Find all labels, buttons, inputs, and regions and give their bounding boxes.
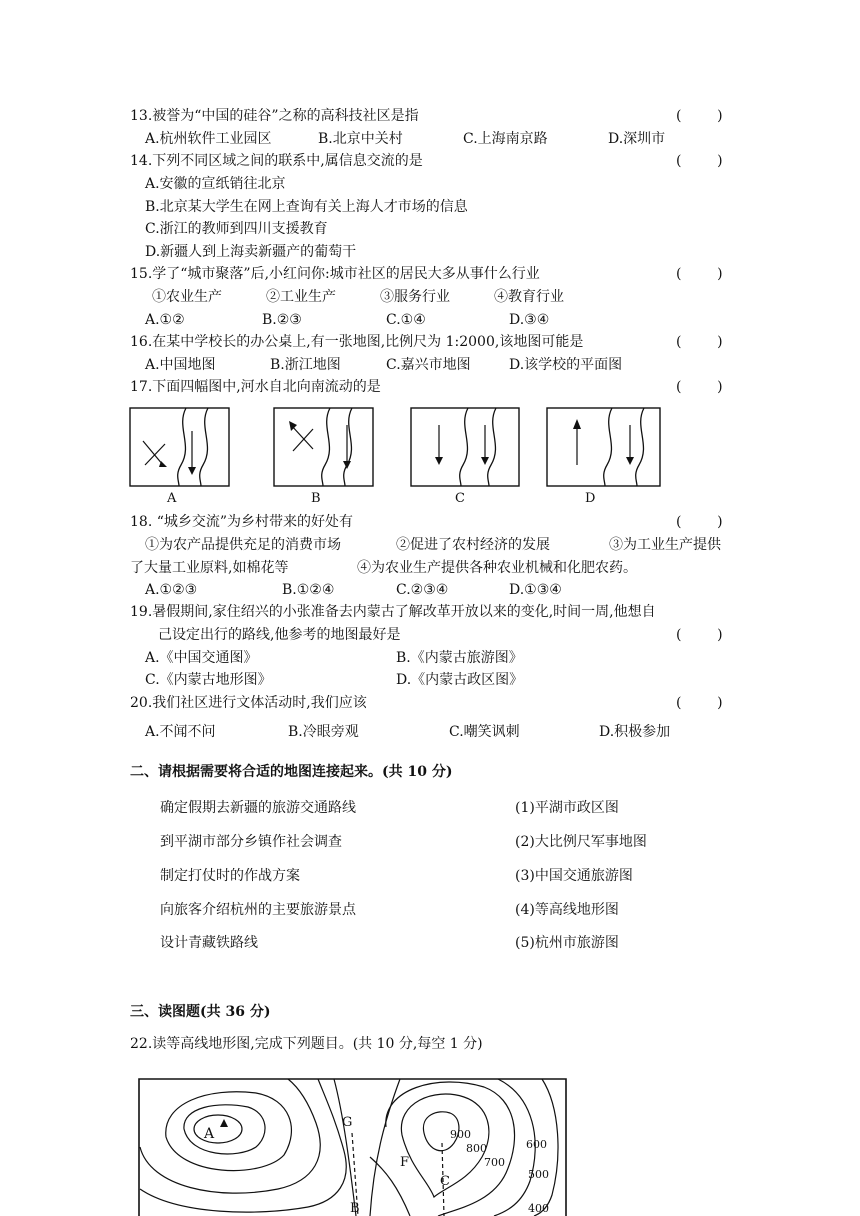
q17-answer-paren: ( )	[676, 379, 723, 395]
match-left-5: 设计青藏铁路线	[160, 935, 258, 951]
match-left-4: 向旅客介绍杭州的主要旅游景点	[160, 902, 356, 918]
q14-option-b: B.北京某大学生在网上查询有关上海人才市场的信息	[145, 199, 468, 215]
q20-option-c: C.嘲笑讽刺	[449, 724, 520, 740]
q20-answer-paren: ( )	[676, 695, 723, 711]
q13-option-a: A.杭州软件工业园区	[145, 131, 272, 147]
q14-option-c: C.浙江的教师到四川支援教育	[145, 221, 328, 237]
q13-stem: 13.被誉为“中国的硅谷”之称的高科技社区是指	[130, 108, 419, 124]
q19-stem-line2: 己设定出行的路线,他参考的地图最好是	[158, 627, 401, 643]
q17-figure-a-label: A	[167, 491, 177, 506]
q17-figure-b	[273, 407, 374, 487]
q22-stem: 22.读等高线地形图,完成下列题目。(共 10 分,每空 1 分)	[130, 1036, 483, 1052]
map-label-c: C	[440, 1174, 450, 1189]
q18-stem: 18. “城乡交流”为乡村带来的好处有	[130, 514, 354, 530]
match-right-3: (3)中国交通旅游图	[515, 868, 633, 884]
contour-label-900: 900	[450, 1128, 471, 1141]
q20-option-d: D.积极参加	[599, 724, 671, 740]
map-label-b: B	[350, 1201, 360, 1216]
q13-answer-paren: ( )	[676, 108, 723, 124]
q18-option-d: D.①③④	[509, 582, 562, 598]
q18-option-c: C.②③④	[396, 582, 449, 598]
q15-item-1: ①农业生产	[152, 289, 222, 305]
q14-option-d: D.新疆人到上海卖新疆产的葡萄干	[145, 244, 357, 260]
q15-option-b: B.②③	[262, 312, 302, 328]
section-2-title: 二、请根据需要将合适的地图连接起来。(共 10 分)	[130, 764, 453, 780]
q15-option-a: A.①②	[145, 312, 185, 328]
contour-label-400: 400	[528, 1202, 549, 1215]
map-label-g: G	[342, 1115, 353, 1130]
q13-option-d: D.深圳市	[608, 131, 666, 147]
q16-stem: 16.在某中学校长的办公桌上,有一张地图,比例尺为 1:2000,该地图可能是	[130, 334, 584, 350]
q18-item-3: ③为工业生产提供	[609, 537, 721, 553]
q19-option-a: A.《中国交通图》	[145, 650, 258, 666]
q18-item-4: ④为农业生产提供各种农业机械和化肥农药。	[357, 560, 637, 576]
contour-label-700: 700	[484, 1156, 505, 1169]
contour-label-600: 600	[526, 1138, 547, 1151]
q17-stem: 17.下面四幅图中,河水自北向南流动的是	[130, 379, 381, 395]
q18-item-2: ②促进了农村经济的发展	[396, 537, 550, 553]
contour-label-500: 500	[528, 1168, 549, 1181]
q15-answer-paren: ( )	[676, 266, 723, 282]
match-right-1: (1)平湖市政区图	[515, 800, 619, 816]
q15-item-2: ②工业生产	[266, 289, 336, 305]
q13-option-b: B.北京中关村	[318, 131, 403, 147]
q19-option-b: B.《内蒙古旅游图》	[396, 650, 523, 666]
match-right-5: (5)杭州市旅游图	[515, 935, 619, 951]
q15-item-3: ③服务行业	[380, 289, 450, 305]
q16-answer-paren: ( )	[676, 334, 723, 350]
match-right-2: (2)大比例尺军事地图	[515, 834, 647, 850]
map-label-a: A	[204, 1126, 215, 1142]
q17-figure-c-label: C	[455, 491, 465, 506]
q13-option-c: C.上海南京路	[463, 131, 548, 147]
q16-option-b: B.浙江地图	[270, 357, 341, 373]
match-left-1: 确定假期去新疆的旅游交通路线	[160, 800, 356, 816]
q18-option-b: B.①②④	[282, 582, 335, 598]
match-left-3: 制定打仗时的作战方案	[160, 868, 300, 884]
q19-answer-paren: ( )	[676, 627, 723, 643]
q16-option-d: D.该学校的平面图	[509, 357, 623, 373]
map-label-f: F	[400, 1155, 410, 1170]
match-left-2: 到平湖市部分乡镇作社会调查	[160, 834, 342, 850]
q14-option-a: A.安徽的宣纸销往北京	[145, 176, 286, 192]
q18-answer-paren: ( )	[676, 514, 723, 530]
q15-option-c: C.①④	[386, 312, 426, 328]
q20-option-a: A.不闻不问	[145, 724, 216, 740]
q19-option-c: C.《内蒙古地形图》	[145, 672, 272, 688]
q17-figure-a	[129, 407, 230, 487]
q20-stem: 20.我们社区进行文体活动时,我们应该	[130, 695, 367, 711]
q17-figure-d-label: D	[585, 491, 596, 506]
q18-option-a: A.①②③	[145, 582, 198, 598]
q15-item-4: ④教育行业	[494, 289, 564, 305]
match-right-4: (4)等高线地形图	[515, 902, 619, 918]
q14-answer-paren: ( )	[676, 153, 723, 169]
q20-option-b: B.冷眼旁观	[288, 724, 359, 740]
contour-label-800: 800	[466, 1142, 487, 1155]
q17-figure-b-label: B	[311, 491, 321, 506]
q18-item-3-continued: 了大量工业原料,如棉花等	[130, 560, 289, 576]
q14-stem: 14.下列不同区域之间的联系中,属信息交流的是	[130, 153, 423, 169]
q15-stem: 15.学了“城市聚落”后,小红问你:城市社区的居民大多从事什么行业	[130, 266, 540, 282]
q17-figure-c	[410, 407, 520, 487]
q18-item-1: ①为农产品提供充足的消费市场	[145, 537, 341, 553]
q19-stem-line1: 19.暑假期间,家住绍兴的小张准备去内蒙古了解改革开放以来的变化,时间一周,他想自	[130, 604, 656, 620]
section-3-title: 三、读图题(共 36 分)	[130, 1004, 271, 1020]
contour-map	[138, 1077, 568, 1216]
q15-option-d: D.③④	[509, 312, 550, 328]
q17-figure-d	[546, 407, 661, 487]
q19-option-d: D.《内蒙古政区图》	[396, 672, 524, 688]
q16-option-c: C.嘉兴市地图	[386, 357, 471, 373]
q16-option-a: A.中国地图	[145, 357, 216, 373]
